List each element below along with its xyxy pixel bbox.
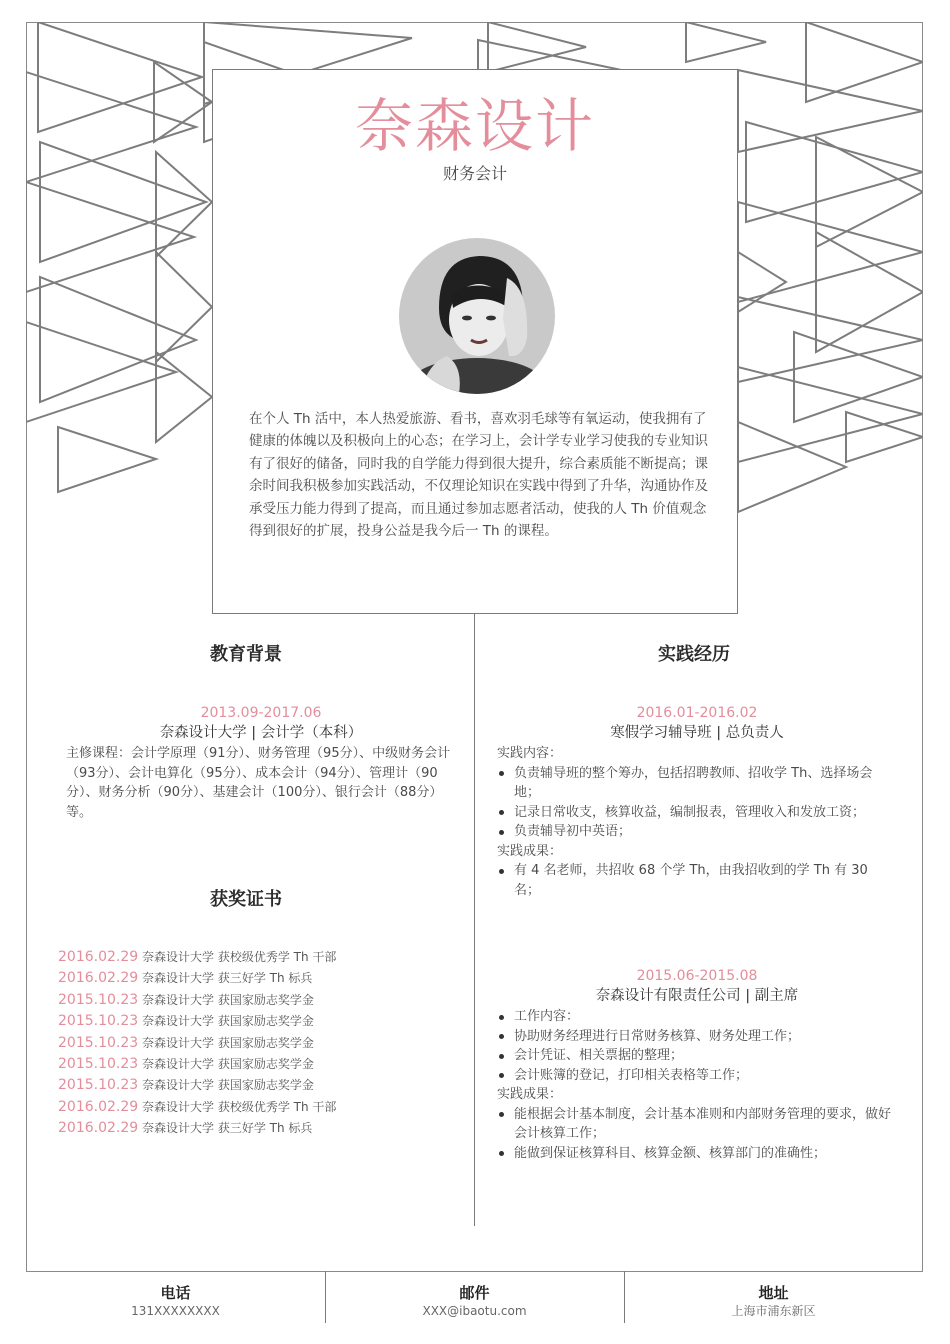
experience-title: 实践经历: [658, 644, 730, 665]
award-text: 奈森设计大学 获国家励志奖学金: [142, 1035, 314, 1050]
award-text: 奈森设计大学 获国家励志奖学金: [142, 1014, 314, 1029]
award-date: 2016.02.29: [58, 949, 139, 965]
award-date: 2015.10.23: [58, 1055, 139, 1072]
contact-footer: [26, 1271, 923, 1323]
bullet-item: 会计账簿的登记，打印相关表格等工作；: [497, 1066, 897, 1086]
result-label: 实践成果：: [497, 1087, 563, 1102]
bullet-item: 协助财务经理进行日常财务核算、财务处理工作；: [497, 1027, 897, 1047]
award-text: 奈森设计大学 获三好学 Th 标兵: [142, 1121, 313, 1136]
result-list: [497, 861, 897, 900]
award-date: 2015.10.23: [58, 991, 139, 1008]
profile-card: [212, 69, 738, 614]
bullet-item: 记录日常收支，核算收益，编制报表，管理收入和发放工资；: [497, 803, 897, 823]
self-introduction: 在个人 Th 活中，本人热爱旅游、看书，喜欢羽毛球等有氧运动，使我拥有了健康的体魄以及积极向上的心态；在学习上，会计学专业学习使我的专业知识有了很好的储备，同时我的自学能力得到很大提升，综合素质能不断提高；课余时间我积极参加实践活动，不仅理论知识在实践中得到了升华，沟通协作及承受压力能力得到了提高，而且通过参加志愿者活动，使我的人 Th 价值观念得到很好的扩展，投身公益是我今后一 Th 的课程。: [249, 411, 708, 540]
award-item: [58, 1012, 438, 1033]
job-title: 财务会计: [442, 164, 507, 183]
education-school: 奈森设计大学 | 会计学（本科）: [159, 725, 363, 741]
bullet-item: 有 4 名老师，共招收 68 个学 Th，由我招收到的学 Th 有 30 名；: [497, 861, 897, 900]
experience-item-1: [497, 703, 897, 900]
contact-phone: [26, 1271, 325, 1323]
experience-org: 奈森设计有限责任公司 | 副主席: [595, 988, 799, 1004]
content-list: [497, 764, 897, 842]
award-item: [58, 1119, 438, 1140]
bullet-item: 负责辅导班的整个筹办，包括招聘教师、招收学 Th、选择场会地；: [497, 764, 897, 803]
address-value: 上海市浦东新区: [731, 1304, 816, 1318]
award-item: [58, 1055, 438, 1076]
bullet-item: 工作内容：: [497, 1007, 897, 1027]
award-date: 2016.02.29: [58, 1120, 139, 1137]
award-date: 2015.10.23: [58, 1034, 139, 1051]
award-item: [58, 948, 438, 969]
result-list: [497, 1105, 897, 1164]
address-label: 地址: [758, 1284, 789, 1302]
experience-org: 寒假学习辅导班 | 总负责人: [610, 725, 784, 741]
award-item: [58, 969, 438, 990]
bullet-item: 负责辅导初中英语；: [497, 822, 897, 842]
award-text: 奈森设计大学 获校级优秀学 Th 干部: [142, 950, 337, 964]
award-item: [58, 1098, 438, 1119]
awards-title: 获奖证书: [210, 889, 282, 910]
award-item: [58, 1034, 438, 1055]
bullet-item: 会计凭证、相关票据的整理；: [497, 1046, 897, 1066]
award-text: 奈森设计大学 获国家励志奖学金: [142, 992, 314, 1007]
award-item: [58, 991, 438, 1012]
column-divider: [474, 614, 475, 1226]
award-date: 2015.10.23: [58, 1077, 139, 1094]
experience-date: 2015.06-2015.08: [636, 968, 758, 984]
bullet-item: 能做到保证核算科目、核算金额、核算部门的准确性；: [497, 1144, 897, 1164]
email-label: 邮件: [459, 1284, 490, 1302]
award-text: 奈森设计大学 获国家励志奖学金: [142, 1078, 314, 1093]
award-text: 奈森设计大学 获校级优秀学 Th 干部: [142, 1099, 337, 1114]
education-courses: 主修课程：会计学原理（91分）、财务管理（95分）、中级财务会计（93分）、会计电算化（95分）、成本会计（94分）、管理计（90分）、财务分析（90分）、基建会计（100分）、银行会计（88分）等。: [66, 746, 451, 820]
experience-date: 2016.01-2016.02: [636, 705, 758, 721]
education-section: [66, 703, 456, 822]
award-date: 2016.02.29: [58, 970, 139, 987]
award-date: 2016.02.29: [58, 1098, 139, 1115]
candidate-name: 奈森设计: [354, 92, 595, 160]
award-text: 奈森设计大学 获三好学 Th 标兵: [142, 971, 313, 986]
award-date: 2015.10.23: [58, 1013, 139, 1030]
email-value: XXX@ibaotu.com: [422, 1304, 527, 1318]
education-title: 教育背景: [210, 644, 282, 665]
award-text: 奈森设计大学 获国家励志奖学金: [142, 1056, 314, 1071]
contact-address: [624, 1271, 923, 1323]
result-label: 实践成果：: [497, 843, 563, 859]
content-label: 实践内容：: [497, 746, 563, 761]
content-list: [497, 1007, 897, 1085]
education-date: 2013.09-2017.06: [200, 705, 322, 721]
phone-label: 电话: [160, 1284, 191, 1302]
awards-list: [58, 948, 438, 1141]
award-item: [58, 1076, 438, 1097]
phone-value: 131XXXXXXXX: [131, 1304, 220, 1318]
experience-item-2: [497, 966, 897, 1163]
avatar: [399, 238, 555, 394]
bullet-item: 能根据会计基本制度，会计基本准则和内部财务管理的要求，做好会计核算工作；: [497, 1105, 897, 1144]
contact-email: [325, 1271, 624, 1323]
